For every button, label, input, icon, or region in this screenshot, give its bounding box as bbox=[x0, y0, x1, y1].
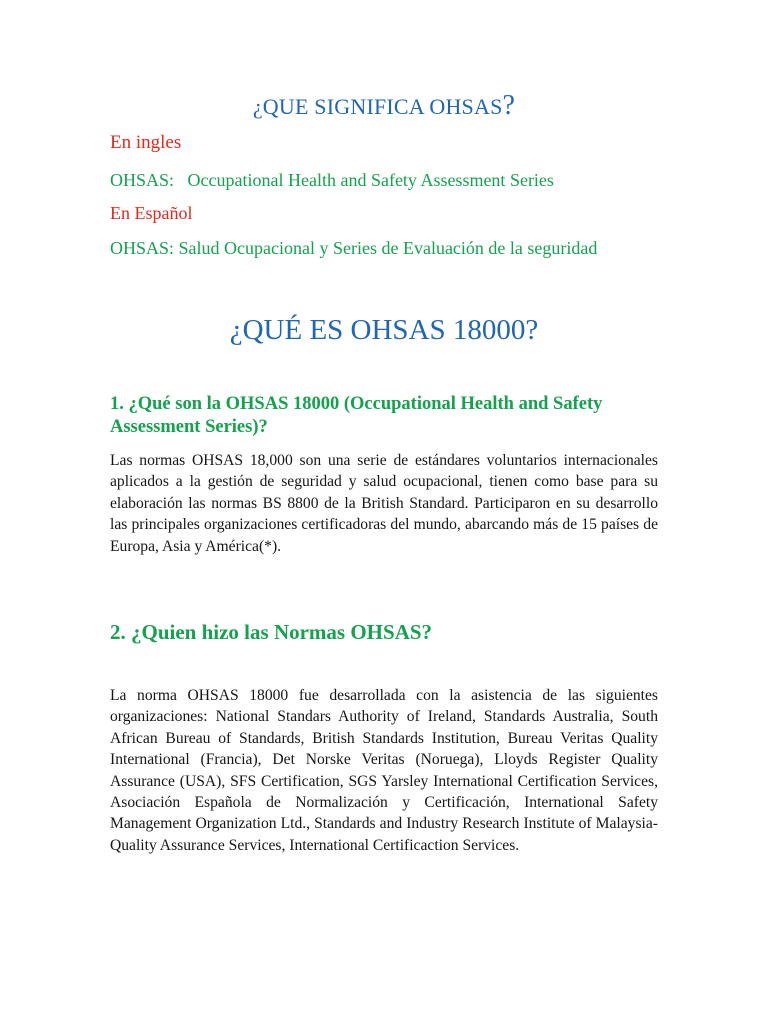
text-ohsas-spanish: OHSAS: Salud Ocupacional y Series de Evaluación de la seguridad bbox=[110, 238, 598, 258]
title-question-mark: ? bbox=[502, 90, 516, 121]
label-en-ingles: En ingles bbox=[110, 132, 182, 153]
text-ohsas-english: OHSAS: Occupational Health and Safety Assessment Series bbox=[110, 170, 554, 190]
paragraph-question-1: Las normas OHSAS 18,000 son una serie de estándares voluntarios internacionales aplicados a la gestión de seguridad y salud ocupacional, tienen como base para su elaboración las normas BS 8800 de la British Standard. Participaron en su desarrollo las principales organizaciones certificadoras del mundo, abarcando más de 15 países de Europa, Asia y América(*). bbox=[110, 452, 658, 555]
paragraph-question-2: La norma OHSAS 18000 fue desarrollada con la asistencia de las siguientes organizaciones: National Standars Authority of Ireland, Standards Australia, South African Bureau of Standards, British Standards Institution, Bureau Veritas Quality International (Francia), Det Norske Veritas (Noruega), Lloyds Register Quality Assurance (USA), SFS Certification, SGS Yarsley International Certification Services, Asociación Española de Normalización y Certificación, International Safety Management Organization Ltd., Standards and Industry Research Institute of Malaysia-Quality Assurance Services, International Certificaction Services. bbox=[110, 687, 658, 854]
heading-question-1-line1: 1. ¿Qué son la OHSAS 18000 (Occupational Health and Safety bbox=[110, 394, 603, 414]
title-que-significa-text: ¿QUE SIGNIFICA OHSAS bbox=[252, 94, 503, 119]
title-que-significa-ohsas bbox=[0, 90, 768, 122]
heading-question-2: 2. ¿Quien hizo las Normas OHSAS? bbox=[110, 620, 433, 644]
title-que-es-ohsas-18000: ¿QUÉ ES OHSAS 18000? bbox=[229, 314, 539, 346]
heading-question-1 bbox=[110, 393, 670, 439]
label-en-espanol: En Español bbox=[110, 203, 193, 223]
heading-question-1-line2: Assessment Series)? bbox=[110, 417, 268, 437]
